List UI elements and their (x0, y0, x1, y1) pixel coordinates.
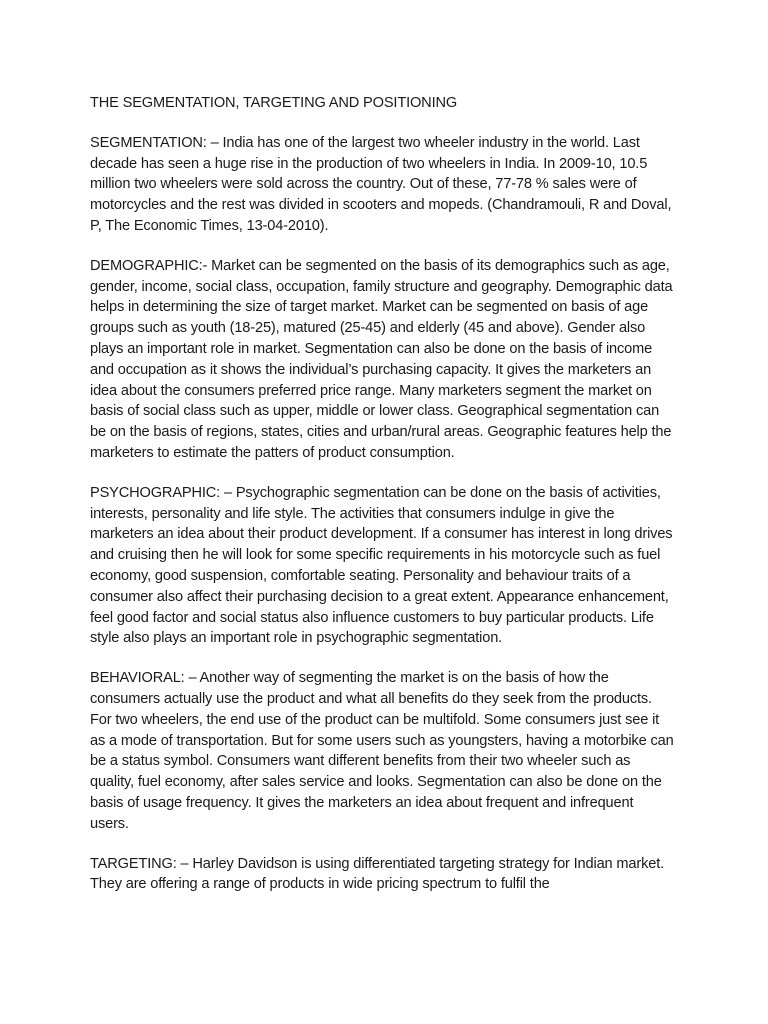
document-title: THE SEGMENTATION, TARGETING AND POSITIONING (90, 95, 458, 111)
paragraph-segmentation: SEGMENTATION: – India has one of the largest two wheeler industry in the world. Last decade has seen a huge rise in the production of two wheelers in India. In 2009-10, 10.5 million two wheelers were sold across the country. Out of these, 77-78 % sales were of motorcycles and the rest was divided in scooters and mopeds. (Chandramouli, R and Doval, P, The Economic Times, 13-04-2010). (90, 134, 672, 234)
paragraph-demographic: DEMOGRAPHIC:- Market can be segmented on the basis of its demographics such as age, gender, income, social class, occupation, family structure and geography. Demographic data helps in determining the size of target market. Market can be segmented on basis of age groups such as youth (18-25), matured (25-45) and elderly (45 and above). Gender also plays an important role in market. Segmentation can also be done on the basis of income and occupation as it shows the individual’s purchasing capacity. It gives the marketers an idea about the consumers preferred price range. Many marketers segment the market on basis of social class such as upper, middle or lower class. Geographical segmentation can be on the basis of regions, states, cities and urban/rural areas. Geographic features help the marketers to estimate the patters of product consumption. (90, 257, 673, 461)
paragraph-targeting: TARGETING: – Harley Davidson is using differentiated targeting strategy for Indian market. They are offering a range of products in wide pricing spectrum to fulfil the (90, 855, 665, 893)
document-page (90, 93, 675, 914)
paragraph-behavioral: BEHAVIORAL: – Another way of segmenting the market is on the basis of how the consumers actually use the product and what all benefits do they seek from the products. For two wheelers, the end use of the product can be multifold. Some consumers just see it as a mode of transportation. But for some users such as youngsters, having a motorbike can be a status symbol. Consumers want different benefits from their two wheeler such as quality, fuel economy, after sales service and looks. Segmentation can also be done on the basis of usage frequency. It gives the marketers an idea about frequent and infrequent users. (90, 670, 674, 832)
paragraph-psychographic: PSYCHOGRAPHIC: – Psychographic segmentation can be done on the basis of activities, interests, personality and life style. The activities that consumers indulge in give the marketers an idea about their product development. If a consumer has interest in long drives and cruising then he will look for some specific requirements in his motorcycle such as fuel economy, good suspension, comfortable seating. Personality and behaviour traits of a consumer also affect their purchasing decision to a great extent. Appearance enhancement, feel good factor and social status also influence customers to buy particular products. Life style also plays an important role in psychographic segmentation. (90, 484, 673, 647)
